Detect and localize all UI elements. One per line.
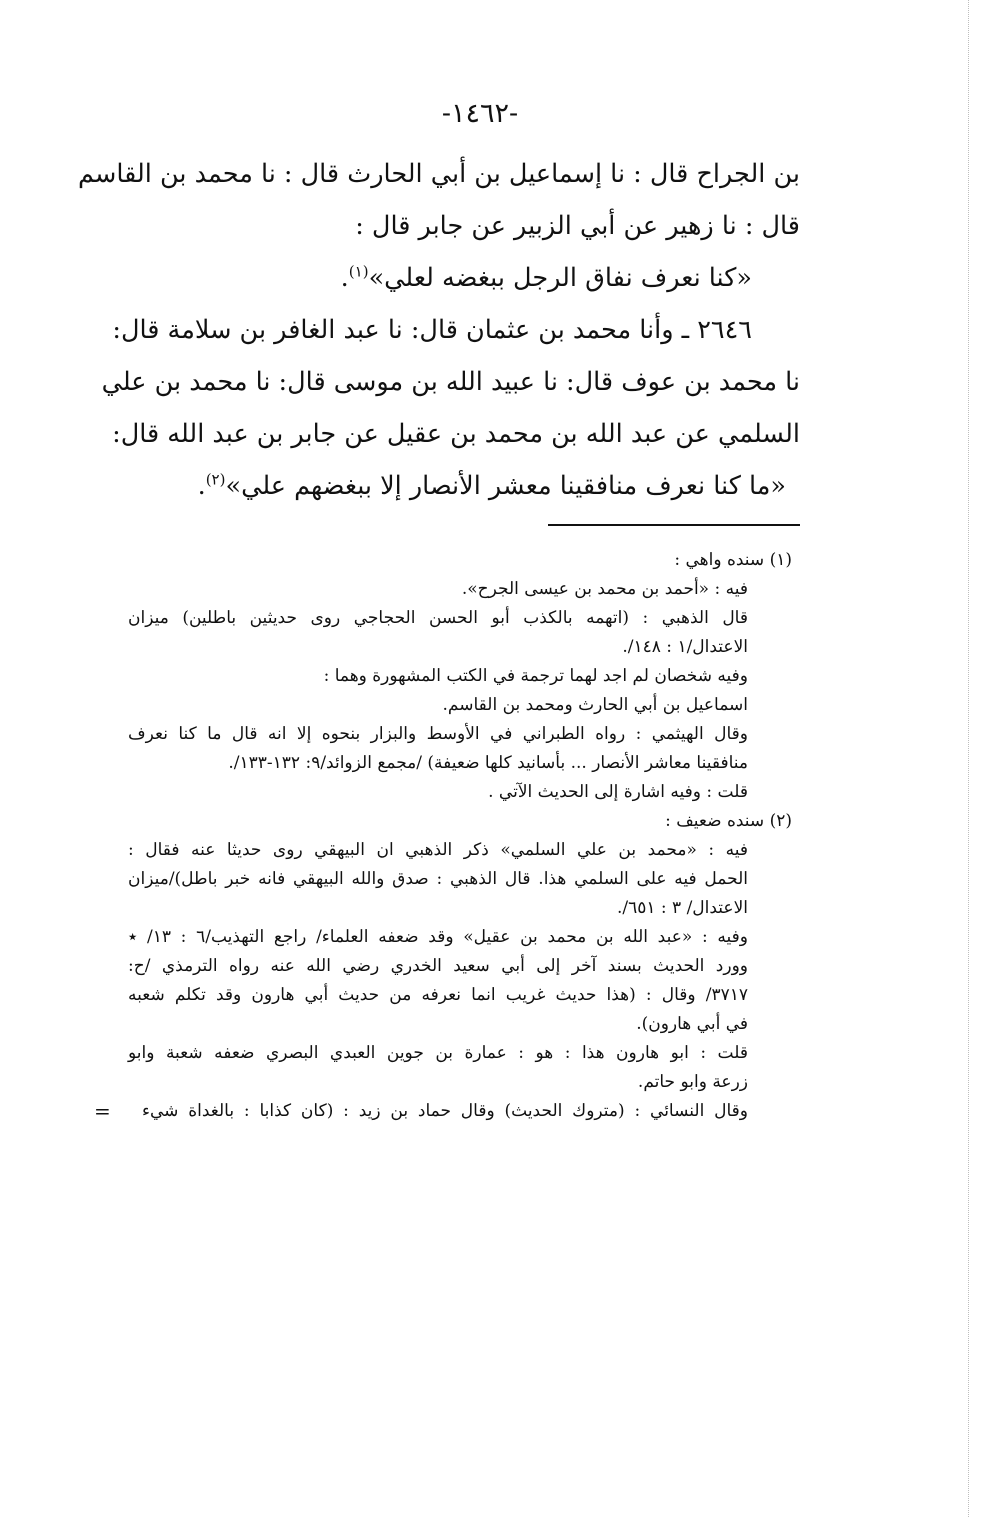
- footnote-heading: (٢) سنده ضعيف :: [665, 811, 792, 831]
- footnote-line-last: [94, 1097, 792, 1126]
- main-text: [78, 148, 800, 512]
- footnote-line: وفيه شخصان لم اجد لهما ترجمة في الكتب المشهورة وهما :: [323, 666, 748, 686]
- main-line: قال : نا زهير عن أبي الزبير عن جابر قال :: [355, 211, 800, 241]
- main-line: السلمي عن عبد الله بن محمد بن عقيل عن جابر بن عبد الله قال:: [112, 419, 800, 449]
- footnote-ref: (٢): [205, 470, 226, 489]
- footnote-ref: (١): [348, 262, 369, 281]
- footnote-line: الاعتدال/ ٣ : ٦٥١/.: [616, 898, 748, 918]
- page-number: -١٤٦٢-: [441, 98, 519, 129]
- main-line: نا محمد بن عوف قال: نا عبيد الله بن موسى قال: نا محمد بن علي: [101, 367, 800, 397]
- footnote-line: في أبي هارون).: [636, 1014, 748, 1034]
- main-line-quote: «ما كنا نعرف منافقينا معشر الأنصار إلا ببغضهم علي»$^{(٢)}$.: [197, 470, 786, 501]
- main-line: ٢٦٤٦ ـ وأنا محمد بن عثمان قال: نا عبد الغافر بن سلامة قال:: [112, 315, 752, 345]
- footnote-line: اسماعيل بن أبي الحارث ومحمد بن القاسم.: [442, 695, 748, 715]
- footnote-line: قلت : وفيه اشارة إلى الحديث الآتي .: [488, 782, 748, 802]
- footnote-last-text: وقال النسائي : (متروك الحديث) وقال حماد بن زيد : (كان كذابا : بالغداة شيء: [142, 1101, 748, 1121]
- footnotes: [94, 546, 792, 1126]
- footnote-line: الاعتدال/١ : ١٤٨/.: [622, 637, 748, 657]
- footnote-line: قال الذهبي : (اتهمه بالكذب أبو الحسن الحجاجي روى حديثين باطلين) ميزان: [128, 608, 748, 628]
- footnote-line: قلت : ابو هارون هذا : هو : عمارة بن جوين العبدي البصري ضعفه شعبة وابو: [128, 1043, 748, 1063]
- footnote-line: فيه : «أحمد بن محمد بن عيسى الجرح».: [461, 579, 748, 599]
- page-edge-line: [968, 0, 969, 1517]
- footnote-line: وورد الحديث بسند آخر إلى أبي سعيد الخدري رضي الله عنه رواه الترمذي /ح:: [128, 956, 748, 976]
- main-line: بن الجراح قال : نا إسماعيل بن أبي الحارث قال : نا محمد بن القاسم: [78, 159, 800, 189]
- quote-text: «ما كنا نعرف منافقينا معشر الأنصار إلا ببغضهم علي»: [225, 471, 786, 501]
- footnote-separator: [548, 524, 800, 526]
- footnote-line: فيه : «محمد بن علي السلمي» ذكر الذهبي ان البيهقي روى حديثا عنه فقال :: [128, 840, 748, 860]
- footnote-line: زرعة وابو حاتم.: [637, 1072, 748, 1092]
- quote-text: «كنا نعرف نفاق الرجل ببغضه لعلي»: [368, 263, 752, 293]
- footnote-line: الحمل فيه على السلمي هذا. قال الذهبي : صدق والله البيهقي فانه خبر باطل)/ميزان: [128, 869, 748, 889]
- footnote-line: منافقينا معاشر الأنصار ... بأسانيد كلها ضعيفة) /مجمع الزوائد/٩: ١٣٢-١٣٣/.: [228, 753, 748, 773]
- main-line-quote: «كنا نعرف نفاق الرجل ببغضه لعلي»$^{(١)}$.: [340, 262, 752, 293]
- footnote-line: وفيه : «عبد الله بن محمد بن عقيل» وقد ضعفه العلماء/ راجع التهذيب/٦ : ١٣/ ٭: [128, 927, 748, 947]
- footnote-line: ٣٧١٧/ وقال : (هذا حديث غريب انما نعرفه من حديث أبي هارون وقد تكلم شعبه: [128, 985, 748, 1005]
- continuation-mark: =: [94, 1099, 111, 1123]
- footnote-line: وقال الهيثمي : رواه الطبراني في الأوسط والبزار بنحوه إلا انه قال ما كنا نعرف: [128, 724, 748, 744]
- footnote-heading: (١) سنده واهي :: [674, 550, 792, 570]
